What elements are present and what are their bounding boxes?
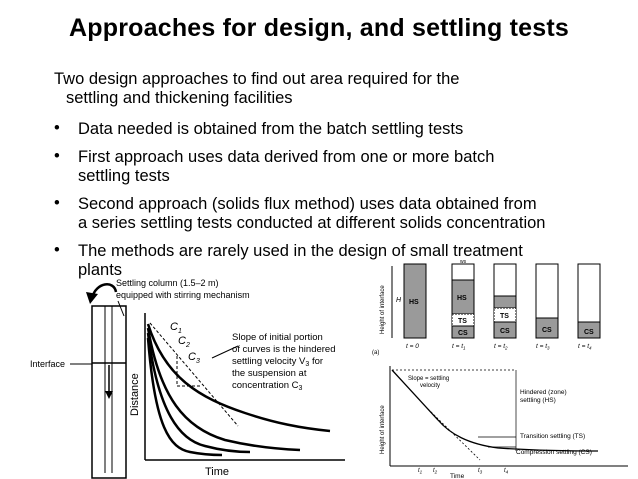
- zone-settling-figure: [368, 254, 638, 479]
- slope-note: Slope of initial portion of curves is the hindered settling velocity $V_3$ for the suspension at concentration $C_3$: [232, 332, 336, 392]
- x-tick: $t_1$: [418, 468, 423, 475]
- y-axis-label: Distance: [129, 373, 141, 416]
- settling-curves-figure: [0, 268, 370, 479]
- zone-label: HS: [457, 295, 467, 302]
- cylinder-t3: [536, 264, 558, 338]
- bullet-symbol: •: [54, 119, 60, 137]
- region-labels: Hindered (zone) settling (HS) Transition settling (TS) Compression settling (CS): [516, 389, 592, 456]
- x-tick: $t_3$: [478, 468, 483, 475]
- bullet-symbol: •: [54, 147, 60, 165]
- h-label: H: [396, 297, 402, 304]
- bullet-item: [54, 120, 599, 139]
- zone-label: CS: [542, 327, 552, 334]
- column-label-1: Settling column (1.5–2 m): [116, 278, 219, 288]
- y-axis-label-top: Height of interface: [380, 285, 386, 334]
- intro-line-1: Two design approaches to find out area required for the: [54, 70, 460, 88]
- x-axis-label: Time: [205, 466, 230, 478]
- intro-line-2: settling and thickening facilities: [66, 89, 293, 107]
- cylinder-t1: [452, 264, 474, 338]
- cylinder-t4: [578, 264, 600, 338]
- x-tick: $t_2$: [433, 468, 438, 475]
- bullet-symbol: •: [54, 241, 60, 259]
- bullet-text: Second approach (solids flux method) uses data obtained from: [78, 195, 537, 213]
- tangent-line: [150, 323, 238, 426]
- bullet-text: The methods are rarely used in the design of small treatment: [78, 242, 523, 260]
- zone-label: CS: [584, 329, 594, 336]
- zone-label: CS: [500, 328, 510, 335]
- zone-label: HS: [409, 299, 419, 306]
- column-label-2: equipped with stirring mechanism: [116, 290, 250, 300]
- intro-text: [54, 70, 574, 108]
- curve-label-c3: $C_3$: [188, 351, 200, 365]
- time-label: t = 0: [406, 343, 419, 350]
- slope-label: Slope = settling velocity: [408, 376, 450, 389]
- bullet-item: [54, 148, 599, 186]
- x-axis-label-bottom: Time: [450, 473, 465, 479]
- panel-a-label: (a): [372, 350, 380, 356]
- curve-label-c2: $C_2$: [178, 335, 190, 349]
- bullet-text-cont: settling tests: [78, 167, 170, 185]
- time-label: $t = t_2$: [494, 343, 508, 351]
- zone-label: TS: [458, 318, 467, 325]
- bullet-text: Data needed is obtained from the batch settling tests: [78, 120, 464, 138]
- x-tick: $t_4$: [504, 468, 509, 475]
- slide-title: Approaches for design, and settling tests: [69, 14, 569, 42]
- time-label: $t = t_1$: [452, 343, 466, 351]
- bullet-text: First approach uses data derived from one or more batch: [78, 148, 495, 166]
- ws-label: ws: [460, 259, 467, 265]
- curve-label-c1: $C_1$: [170, 321, 182, 335]
- bullet-text-cont: a series settling tests conducted at different solids concentration: [78, 214, 546, 232]
- cylinder-t0: [404, 264, 426, 338]
- time-label: $t = t_4$: [578, 343, 592, 351]
- column-label-pointer: [118, 301, 124, 316]
- bullet-text-cont: plants: [78, 261, 123, 279]
- bullet-symbol: •: [54, 194, 60, 212]
- cylinder-t2: [494, 264, 516, 338]
- stirring-arrowhead-icon: [86, 292, 98, 304]
- interface-label: Interface: [30, 359, 66, 369]
- y-axis-label-bottom: Height of interface: [380, 405, 386, 454]
- curve-c4: [148, 338, 222, 455]
- zone-label: CS: [458, 330, 468, 337]
- bullet-item: [54, 195, 599, 233]
- time-label: $t = t_3$: [536, 343, 550, 351]
- zone-label: TS: [500, 313, 509, 320]
